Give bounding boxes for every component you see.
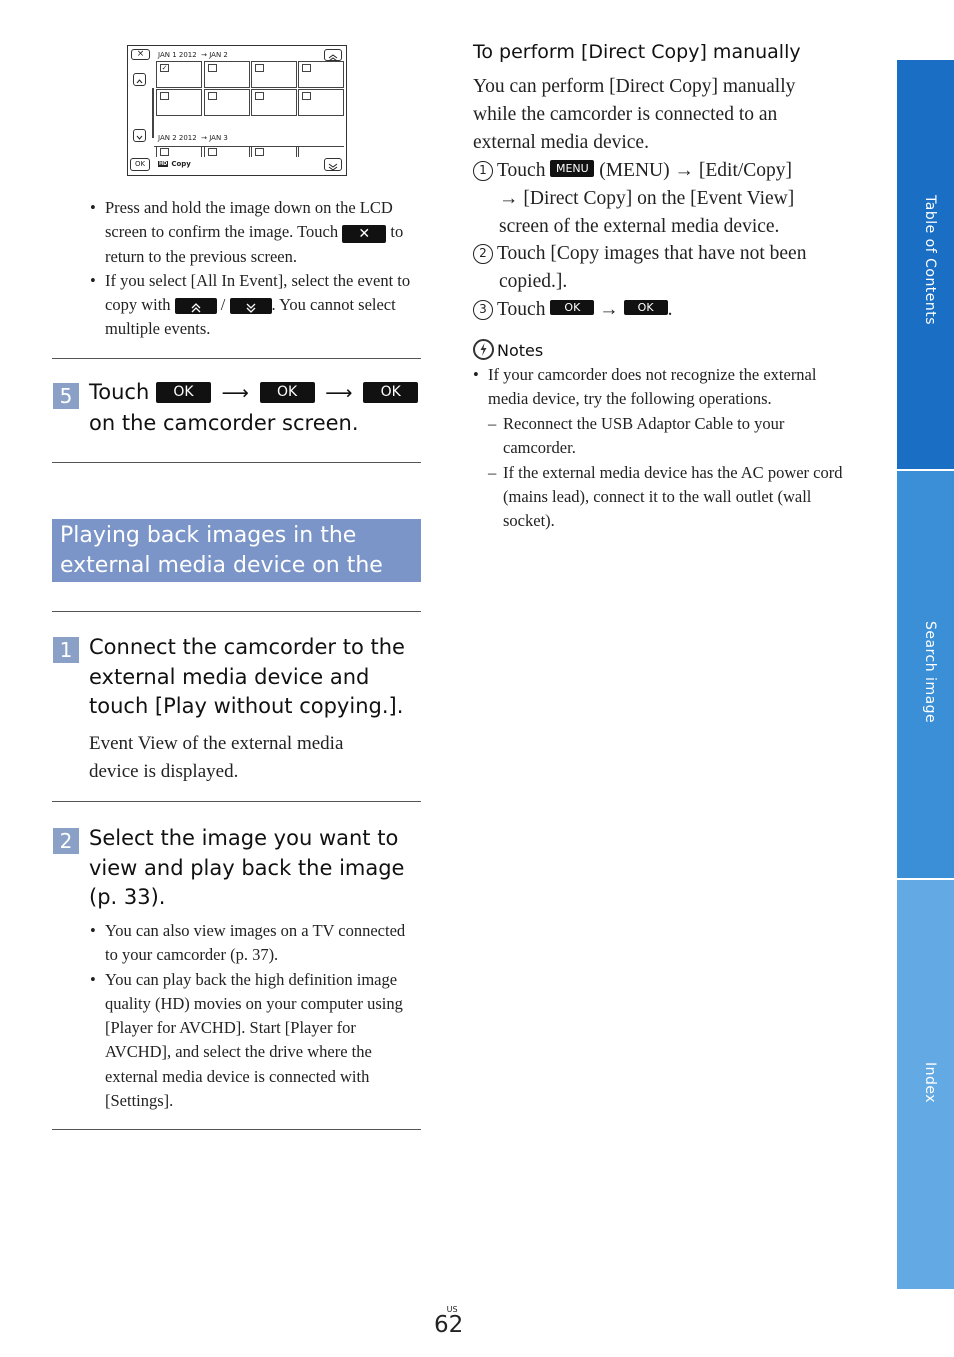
direct-copy-step-1: 1 Touch MENU (MENU) → [Edit/Copy] → [Direct Copy] on the [Event View] screen of the external media device.	[473, 157, 853, 241]
checked-checkbox-icon: ✓	[161, 64, 168, 72]
partial-thumbnail-row	[156, 147, 346, 157]
image-thumbnail	[298, 61, 344, 88]
divider	[52, 611, 421, 612]
list-item: • You can play back the high definition image quality (HD) movies on your computer using [Player for AVCHD]. Start [Player for AVCHD], and select the drive where the external media device is connected with [Settings].	[90, 968, 410, 1114]
menu-button-icon: MENU	[550, 160, 594, 177]
list-item: • Press and hold the image down on the LCD screen to confirm the image. Touch ✕ to return to the previous screen.	[90, 196, 420, 269]
direct-copy-step-2: 2 Touch [Copy images that have not been copied.].	[473, 240, 853, 296]
double-chevron-down-icon	[230, 298, 272, 314]
step-5-text: Touch OK ⟶ OK ⟶ OK on the camcorder screen.	[89, 378, 419, 438]
scroll-track	[152, 88, 154, 138]
page-number-value: 62	[434, 1312, 464, 1338]
copy-status: HD Copy	[159, 160, 191, 168]
list-item: • If your camcorder does not recognize the external media device, try the following operations.	[473, 363, 848, 412]
ok-button-icon: OK	[156, 382, 211, 403]
arrow-icon: ⟶	[221, 382, 249, 404]
tab-search-image[interactable]	[894, 471, 954, 878]
instruction-bullets	[90, 196, 420, 342]
direct-copy-intro: You can perform [Direct Copy] manually while the camcorder is connected to an external media device.	[473, 76, 796, 153]
tab-table-of-contents[interactable]	[894, 60, 954, 469]
scroll-down-event-button	[324, 158, 342, 171]
divider	[52, 801, 421, 802]
tab-label: Index	[922, 1062, 938, 1104]
ok-button-icon: OK	[550, 300, 594, 315]
ok-button: OK	[130, 158, 150, 171]
tab-label: Table of Contents	[922, 195, 938, 326]
arrow-icon: →	[599, 299, 619, 320]
list-sub-item: – If the external media device has the AC power cord (mains lead), connect it to the wall outlet (wall socket).	[473, 461, 848, 534]
image-thumbnail	[156, 89, 202, 116]
list-item: • If you select [All In Event], select the event to copy with / . You cannot select multiple events.	[90, 269, 420, 342]
checkbox-icon	[160, 92, 169, 100]
page-number	[434, 1305, 463, 1336]
checkbox-icon	[302, 92, 311, 100]
step-number: 2	[53, 828, 79, 854]
section-title: Playing back images in the external media device on the camcorder	[52, 519, 421, 582]
image-thumbnail	[298, 89, 344, 116]
double-chevron-up-icon	[175, 298, 217, 314]
tab-index[interactable]	[894, 880, 954, 1289]
step-number: 1	[53, 637, 79, 663]
notes-heading: Notes	[473, 339, 543, 360]
direct-copy-heading: To perform [Direct Copy] manually	[473, 41, 801, 63]
notes-list	[473, 363, 848, 534]
camcorder-screen-illustration	[127, 45, 347, 176]
checkbox-icon	[208, 64, 217, 72]
tab-label: Search image	[922, 621, 938, 724]
step-2-bullets	[90, 919, 410, 1113]
step-1-body: Event View of the external media device is displayed.	[89, 733, 344, 782]
divider	[52, 358, 421, 359]
ok-button-icon: OK	[260, 382, 315, 403]
image-thumbnail	[204, 89, 250, 116]
list-sub-item: – Reconnect the USB Adaptor Cable to your camcorder.	[473, 412, 848, 461]
list-item: • You can also view images on a TV connected to your camcorder (p. 37).	[90, 919, 410, 968]
close-button: ×	[131, 49, 150, 60]
checkbox-icon	[255, 92, 264, 100]
checkbox-icon	[302, 64, 311, 72]
close-button-icon: ✕	[342, 225, 386, 243]
image-thumbnail	[156, 61, 202, 88]
divider	[52, 1129, 421, 1130]
step-number-circle: 1	[473, 161, 493, 181]
image-thumbnail	[204, 61, 250, 88]
date-range-bottom: JAN 2 2012 → JAN 3	[158, 134, 228, 142]
scroll-up-button	[133, 73, 146, 86]
step-number-circle: 3	[473, 300, 493, 320]
arrow-icon: →	[499, 188, 519, 209]
divider	[52, 462, 421, 463]
notes-icon	[473, 339, 494, 360]
step-2-title: Select the image you want to view and play back the image (p. 33).	[89, 826, 405, 909]
date-range-top: JAN 1 2012 → JAN 2	[158, 51, 228, 59]
image-thumbnail	[251, 89, 297, 116]
image-thumbnail	[251, 61, 297, 88]
hd-icon: HD	[159, 161, 168, 167]
scroll-down-button	[133, 129, 146, 142]
step-number-circle: 2	[473, 244, 493, 264]
region-code: US	[446, 1305, 458, 1314]
arrow-icon: →	[674, 160, 694, 181]
step-1-title: Connect the camcorder to the external media device and touch [Play without copying.].	[89, 635, 405, 718]
ok-button-icon: OK	[363, 382, 418, 403]
checkbox-icon	[255, 64, 264, 72]
arrow-icon: ⟶	[325, 382, 353, 404]
scroll-up-event-button	[324, 49, 342, 61]
step-number: 5	[53, 383, 79, 409]
direct-copy-step-3: 3 Touch OK → OK .	[473, 296, 853, 324]
ok-button-icon: OK	[624, 300, 668, 315]
checkbox-icon	[208, 92, 217, 100]
